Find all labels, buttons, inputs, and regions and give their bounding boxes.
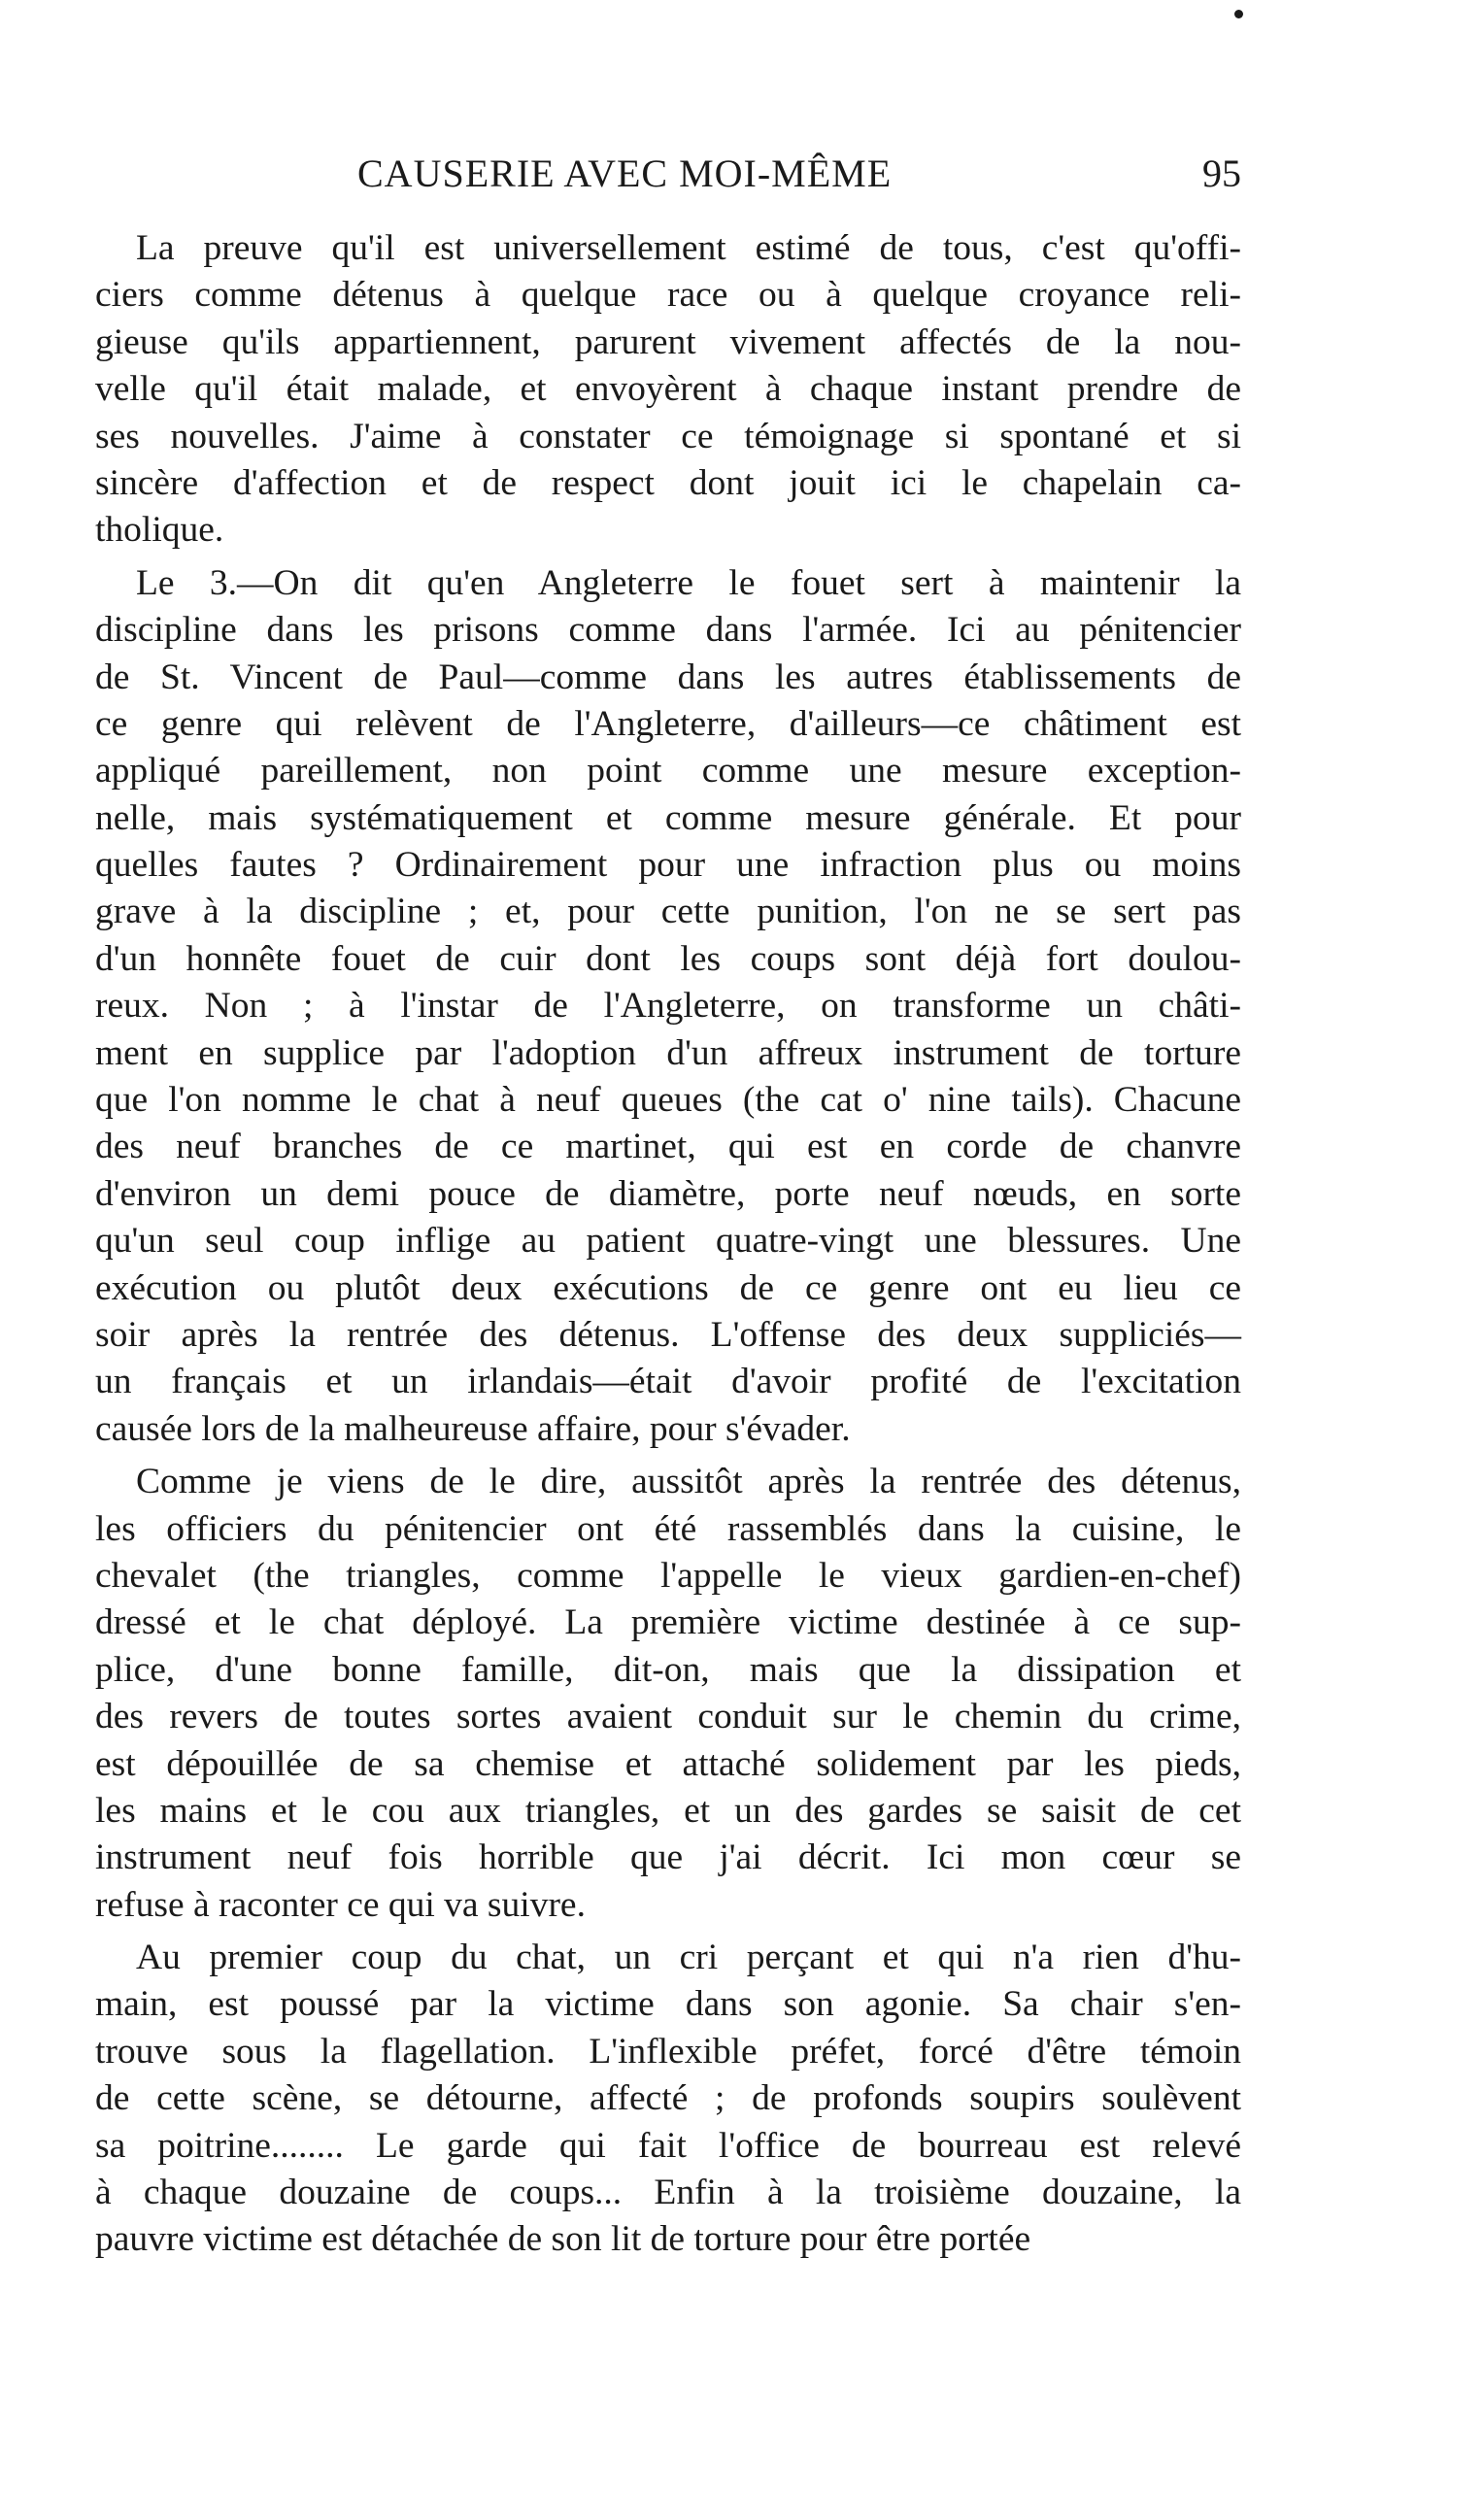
paragraph [95, 225, 1241, 555]
text-line: d'environ un demi pouce de diamètre, porte neuf nœuds, en sorte [95, 1173, 1241, 1214]
text-line: Comme je viens de le dire, aussitôt après la rentrée des détenus, [136, 1462, 1241, 1502]
text-line: gieuse qu'ils appartiennent, parurent vivement affectés de la nou- [95, 321, 1241, 362]
text-line: refuse à raconter ce qui va suivre. [95, 1884, 586, 1925]
page-number: 95 [1202, 152, 1241, 195]
text-line: d'un honnête fouet de cuir dont les coups sont déjà fort doulou- [95, 938, 1241, 979]
text-line: sincère d'affection et de respect dont jouit ici le chapelain ca- [95, 462, 1241, 503]
text-line: un français et un irlandais—était d'avoir profité de l'excitation [95, 1362, 1241, 1402]
text-line: de St. Vincent de Paul—comme dans les autres établissements de [95, 657, 1241, 697]
text-line: reux. Non ; à l'instar de l'Angleterre, on transforme un châti- [95, 986, 1241, 1027]
text-line: des revers de toutes sortes avaient conduit sur le chemin du crime, [95, 1697, 1241, 1737]
running-head [95, 151, 1241, 209]
text-line: les mains et le cou aux triangles, et un des gardes se saisit de cet [95, 1790, 1241, 1831]
text-line: pauvre victime est détachée de son lit de torture pour être portée [95, 2219, 1031, 2260]
text-line: ses nouvelles. J'aime à constater ce témoignage si spontané et si [95, 416, 1241, 456]
text-line: les officiers du pénitencier ont été rassemblés dans la cuisine, le [95, 1508, 1241, 1549]
text-line: sa poitrine........ Le garde qui fait l'office de bourreau est relevé [95, 2125, 1241, 2166]
text-line: exécution ou plutôt deux exécutions de ce genre ont eu lieu ce [95, 1267, 1241, 1308]
paragraph [95, 1459, 1241, 1929]
text-line: soir après la rentrée des détenus. L'offense des deux suppliciés— [95, 1314, 1241, 1355]
text-line: ment en supplice par l'adoption d'un affreux instrument de torture [95, 1032, 1241, 1073]
paragraph [95, 560, 1241, 1453]
text-line: appliqué pareillement, non point comme une mesure exception- [95, 751, 1241, 792]
text-line: tholique. [95, 510, 224, 551]
text-line: main, est poussé par la victime dans son agonie. Sa chair s'en- [95, 1984, 1241, 2025]
text-line: causée lors de la malheureuse affaire, pour s'évader. [95, 1408, 851, 1449]
text-line: quelles fautes ? Ordinairement pour une infraction plus ou moins [95, 845, 1241, 886]
text-line: de cette scène, se détourne, affecté ; de profonds soupirs soulèvent [95, 2078, 1241, 2119]
ink-speck [1234, 10, 1243, 18]
text-line: Au premier coup du chat, un cri perçant et qui n'a rien d'hu- [136, 1938, 1241, 1978]
body-text [95, 225, 1241, 2270]
text-line: que l'on nomme le chat à neuf queues (the cat o' nine tails). Chacune [95, 1080, 1241, 1121]
text-line: dressé et le chat déployé. La première victime destinée à ce sup- [95, 1602, 1241, 1643]
text-line: qu'un seul coup inflige au patient quatre-vingt une blessures. Une [95, 1221, 1241, 1262]
text-line: velle qu'il était malade, et envoyèrent à chaque instant prendre de [95, 369, 1241, 410]
running-title: CAUSERIE AVEC MOI-MÊME [357, 152, 893, 195]
text-line: grave à la discipline ; et, pour cette punition, l'on ne se sert pas [95, 892, 1241, 932]
text-line: ciers comme détenus à quelque race ou à quelque croyance reli- [95, 275, 1241, 316]
text-line: à chaque douzaine de coups... Enfin à la troisième douzaine, la [95, 2173, 1241, 2213]
text-line: discipline dans les prisons comme dans l'armée. Ici au pénitencier [95, 610, 1241, 651]
text-line: instrument neuf fois horrible que j'ai décrit. Ici mon cœur se [95, 1837, 1241, 1878]
text-line: ce genre qui relèvent de l'Angleterre, d'ailleurs—ce châtiment est [95, 703, 1241, 744]
text-line: est dépouillée de sa chemise et attaché solidement par les pieds, [95, 1743, 1241, 1784]
text-line: La preuve qu'il est universellement estimé de tous, c'est qu'offi- [136, 228, 1241, 268]
text-line: des neuf branches de ce martinet, qui est en corde de chanvre [95, 1127, 1241, 1167]
text-line: plice, d'une bonne famille, dit-on, mais que la dissipation et [95, 1649, 1241, 1690]
paragraph [95, 1935, 1241, 2264]
text-line: trouve sous la flagellation. L'inflexible préfet, forcé d'être témoin [95, 2031, 1241, 2072]
text-line: Le 3.—On dit qu'en Angleterre le fouet sert à maintenir la [136, 562, 1241, 603]
text-line: chevalet (the triangles, comme l'appelle le vieux gardien-en-chef) [95, 1555, 1241, 1596]
text-line: nelle, mais systématiquement et comme mesure générale. Et pour [95, 797, 1241, 838]
